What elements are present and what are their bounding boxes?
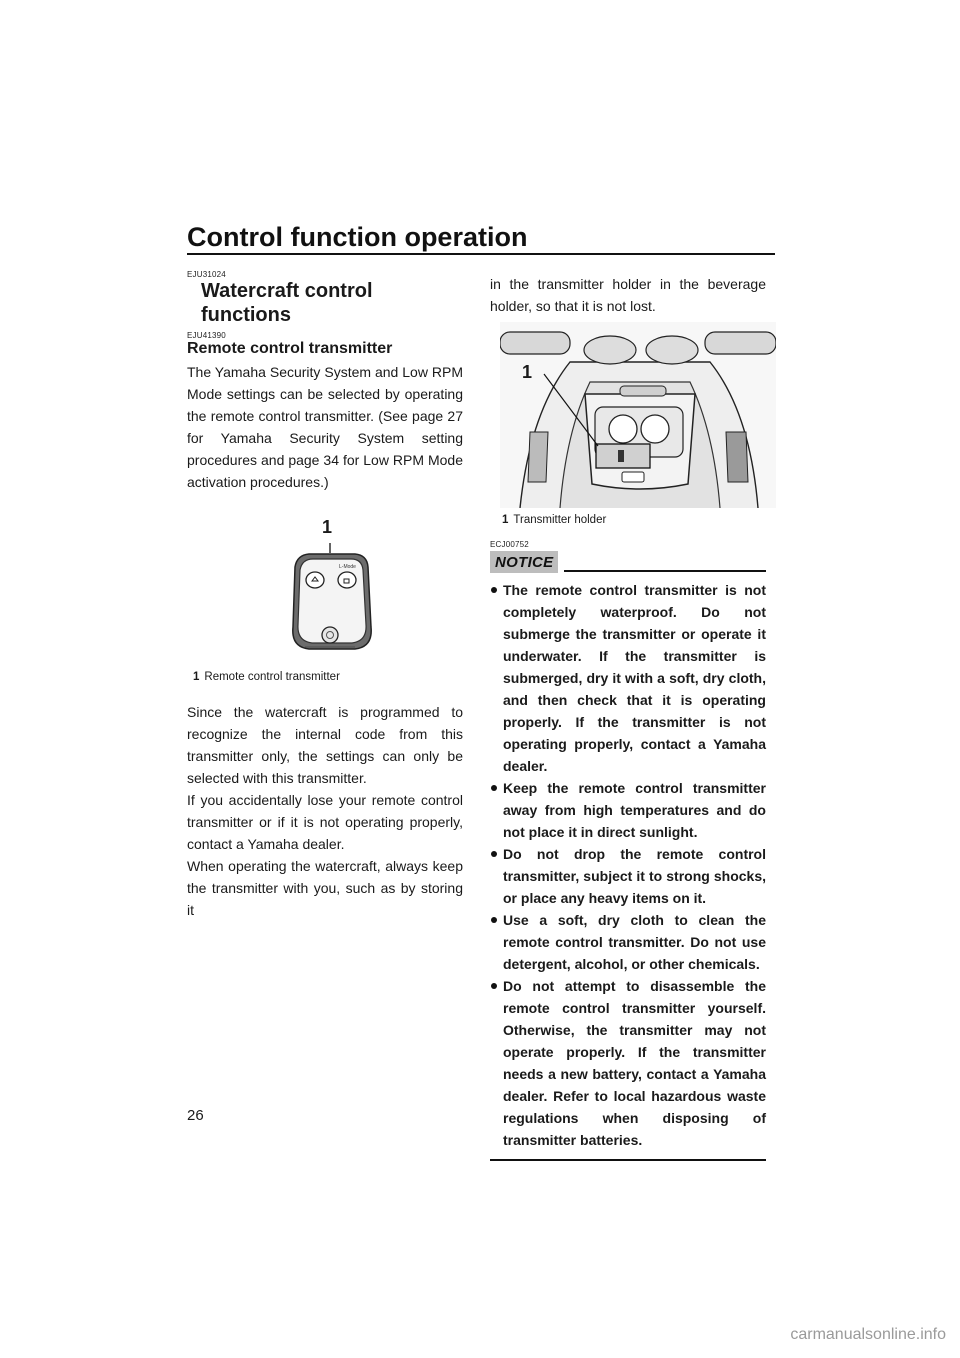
notice-end-rule bbox=[490, 1159, 766, 1161]
paragraph: When operating the watercraft, always keep the transmitter with you, such as by storing it bbox=[187, 858, 463, 918]
notice-badge: NOTICE bbox=[490, 551, 558, 573]
figure-caption bbox=[193, 669, 340, 685]
notice-item: The remote control transmitter is not completely waterproof. Do not submerge the transmitter or operate it underwater. If the transmitter is submerged, dry it with a soft, dry cloth, and then check that it is operating properly. If the transmitter is not operating properly, contact a Yamaha dealer. bbox=[490, 579, 766, 777]
figure-callout: 1 bbox=[322, 517, 333, 537]
transmitter-figure bbox=[187, 501, 463, 691]
notice-rule bbox=[564, 570, 766, 572]
section-title: Watercraft control functions bbox=[201, 280, 373, 326]
subsection-title: Remote control transmitter bbox=[187, 340, 393, 357]
right-column bbox=[490, 270, 766, 1161]
paragraph: If you accidentally lose your remote control transmitter or if it is not operating properly, contact a Yamaha dealer. bbox=[187, 792, 463, 852]
device-label: L-Mode bbox=[339, 564, 356, 570]
notice-list bbox=[490, 579, 766, 1151]
notice-item: Do not drop the remote control transmitter, subject it to strong shocks, or place any heavy items on it. bbox=[490, 843, 766, 909]
notice-header bbox=[490, 551, 766, 573]
subsection-code: EJU41390 bbox=[187, 331, 226, 340]
page-title: Control function operation bbox=[187, 222, 528, 252]
figure-callout: 1 bbox=[522, 362, 533, 382]
left-column bbox=[187, 270, 463, 921]
notice-item: Keep the remote control transmitter away from high temperatures and do not place it in direct sunlight. bbox=[490, 777, 766, 843]
caption-number: 1 bbox=[502, 514, 509, 526]
notice-code: ECJ00752 bbox=[490, 540, 529, 549]
caption-text: Transmitter holder bbox=[513, 514, 607, 526]
paragraph: in the transmitter holder in the beverage holder, so that it is not lost. bbox=[490, 276, 766, 314]
caption-text: Remote control transmitter bbox=[204, 671, 340, 683]
caption-number: 1 bbox=[193, 671, 200, 683]
section-code: EJU31024 bbox=[187, 270, 226, 279]
watermark: carmanualsonline.info bbox=[790, 1326, 946, 1343]
notice-item: Use a soft, dry cloth to clean the remote control transmitter. Do not use detergent, alcohol, or other chemicals. bbox=[490, 909, 766, 975]
transmitter-holder-illustration bbox=[500, 322, 776, 508]
notice-item: Do not attempt to disassemble the remote control transmitter yourself. Otherwise, the transmitter may not operate properly. If the transmitter needs a new battery, contact a Yamaha dealer. Refer to local hazardous waste regulations when disposing of transmitter batteries. bbox=[490, 975, 766, 1151]
holder-figure bbox=[490, 322, 766, 534]
paragraph: The Yamaha Security System and Low RPM Mode settings can be selected by operating the remote control transmitter. (See page 27 for Yamaha Security System setting procedures and page 34 for Low RPM Mode activation procedures.) bbox=[187, 364, 463, 490]
figure-caption bbox=[502, 512, 606, 528]
header-rule bbox=[187, 253, 775, 255]
page-number: 26 bbox=[187, 1107, 204, 1124]
paragraph: Since the watercraft is programmed to recognize the internal code from this transmitter only, the settings can only be selected with this transmitter. bbox=[187, 704, 463, 786]
